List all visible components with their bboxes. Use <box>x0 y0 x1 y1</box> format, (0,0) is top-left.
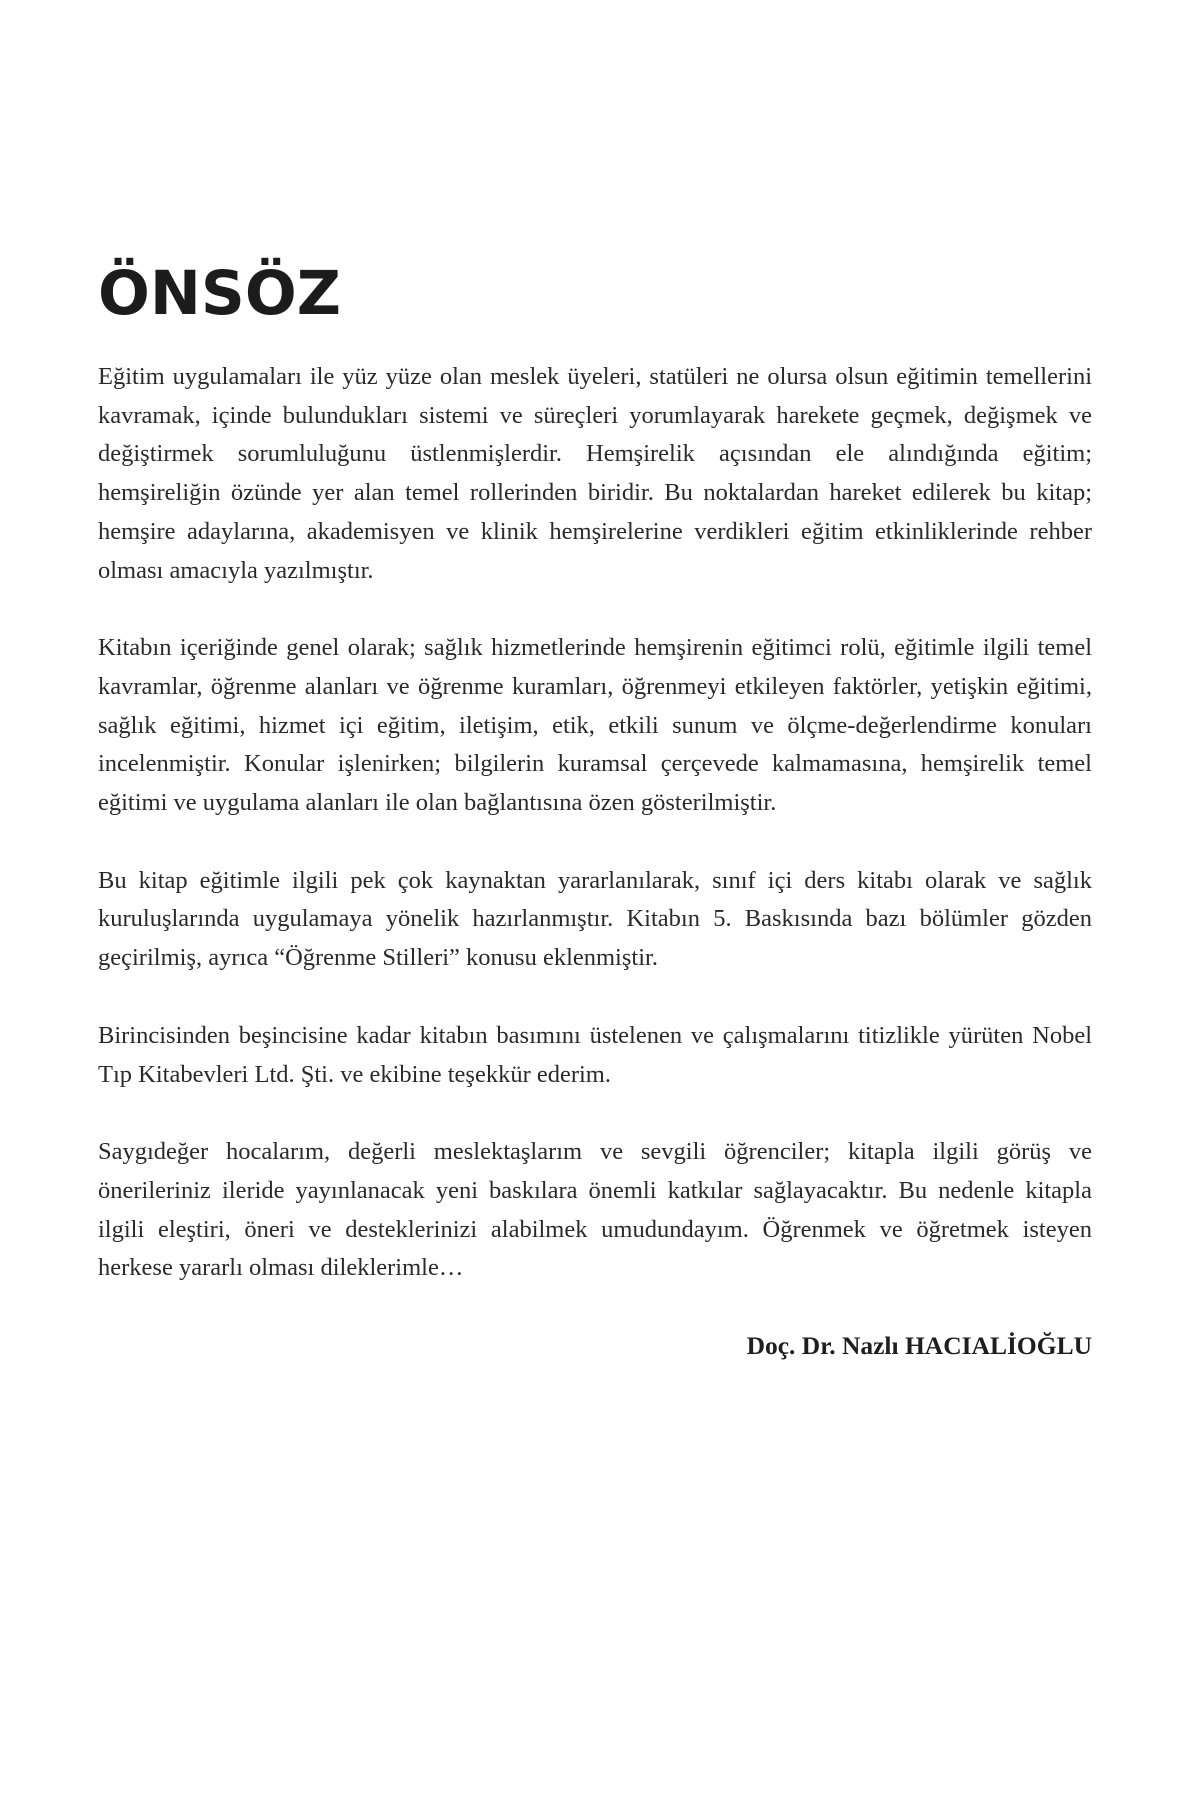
page-title: ÖNSÖZ <box>98 258 341 329</box>
paragraph-5: Saygıdeğer hocalarım, değerli meslektaşlarım ve sevgili öğrenciler; kitapla ilgili görüş ve önerileriniz ileride yayınlanacak yeni baskılara önemli katkılar sağlayacaktır. Bu nedenle kitapla ilgili eleştiri, öneri ve desteklerinizi alabilmek umudundayım. Öğrenmek ve öğretmek isteyen herkese yararlı olması dileklerimle… <box>98 1138 1092 1282</box>
paragraph-4: Birincisinden beşincisine kadar kitabın basımını üstelenen ve çalışmalarını titizlikle yürüten Nobel Tıp Kitabevleri Ltd. Şti. ve ekibine teşekkür ederim. <box>98 1021 1092 1088</box>
author-signature: Doç. Dr. Nazlı HACIALİOĞLU <box>746 1331 1092 1361</box>
paragraph-1: Eğitim uygulamaları ile yüz yüze olan meslek üyeleri, statüleri ne olursa olsun eğitimin temellerini kavramak, içinde bulundukları sistemi ve süreçleri yorumlayarak harekete geçmek, değişmek ve değiştirmek sorumluluğunu üstlenmişlerdir. Hemşirelik açısından ele alındığında eğitim; hemşireliğin özünde yer alan temel rollerinden biridir. Bu noktalardan hareket edilerek bu kitap; hemşire adaylarına, akademisyen ve klinik hemşirelerine verdikleri eğitim etkinliklerinde rehber olması amacıyla yazılmıştır. <box>98 363 1092 584</box>
paragraph-3: Bu kitap eğitimle ilgili pek çok kaynaktan yararlanılarak, sınıf içi ders kitabı olarak ve sağlık kuruluşlarında uygulamaya yönelik hazırlanmıştır. Kitabın 5. Baskısında bazı bölümler gözden geçirilmiş, ayrıca “Öğrenme Stilleri” konusu eklenmiştir. <box>98 866 1092 972</box>
preface-content <box>98 260 1092 1365</box>
paragraph-2: Kitabın içeriğinde genel olarak; sağlık hizmetlerinde hemşirenin eğitimci rolü, eğitimle ilgili temel kavramlar, öğrenme alanları ve öğrenme kuramları, öğrenmeyi etkileyen faktörler, yetişkin eğitimi, sağlık eğitimi, hizmet içi eğitim, iletişim, etik, etkili sunum ve ölçme-değerlendirme konuları incelenmiştir. Konular işlenirken; bilgilerin kuramsal çerçevede kalmamasına, hemşirelik temel eğitimi ve uygulama alanları ile olan bağlantısına özen gösterilmiştir. <box>98 634 1092 817</box>
